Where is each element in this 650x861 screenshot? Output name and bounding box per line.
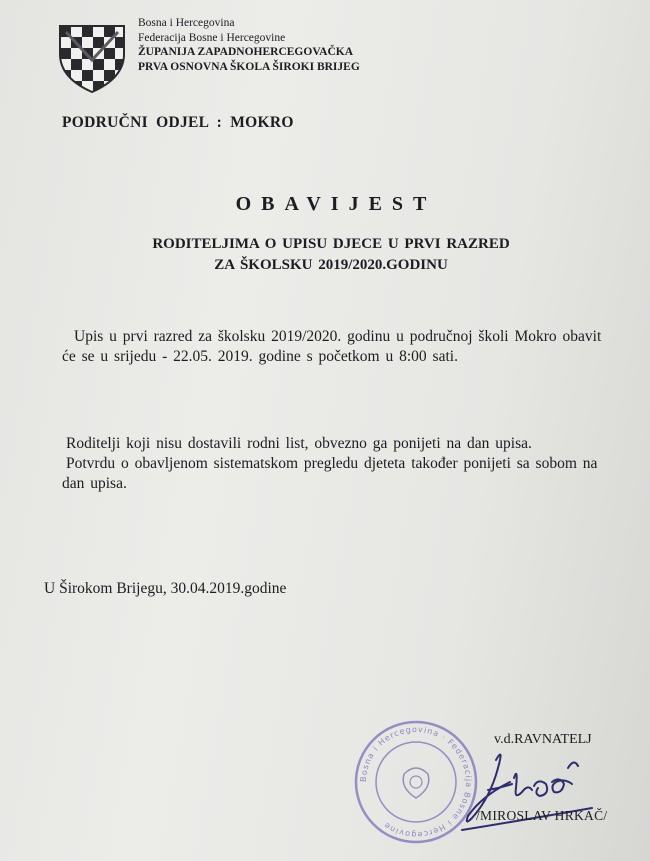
header-school: PRVA OSNOVNA ŠKOLA ŠIROKI BRIJEG xyxy=(138,60,360,73)
enrollment-paragraph: Upis u prvi razred za školsku 2019/2020. godinu u područnoj školi Mokro obavit će se u srijedu - 22.05. 2019. godine s početkom u 8:00 sati. xyxy=(62,328,602,365)
header-county: ŽUPANIJA ZAPADNOHERCEGOVAČKA xyxy=(138,46,354,58)
notice-subtitle-line2: ZA ŠKOLSKU 2019/2020.GODINU xyxy=(214,257,448,273)
requirements-line-birth-certificate: Roditelji koji nisu dostavili rodni list, obvezno ga ponijeti na dan upisa. xyxy=(66,435,532,452)
svg-text:Bosna i Hercegovina · Federaci: Bosna i Hercegovina · Federacija Bosne i Hercegovine xyxy=(358,724,474,840)
signatory-name: /MIROSLAV HRKAČ/ xyxy=(476,808,608,823)
header-country: Bosna i Hercegovina xyxy=(138,17,235,29)
department-line: PODRUČNI ODJEL : MOKRO xyxy=(62,114,294,131)
institution-header xyxy=(138,16,360,74)
coat-of-arms-logo xyxy=(52,20,132,95)
header-federation: Federacija Bosne i Hercegovine xyxy=(138,31,286,44)
signatory-role: v.d.RAVNATELJ xyxy=(494,732,592,747)
requirements-line-medical-check: Potvrdu o obavljenom sistematskom pregledu djeteta također ponijeti sa sobom na dan upisa. xyxy=(62,455,598,492)
notice-title: OBAVIJEST xyxy=(235,193,437,215)
requirements-paragraph xyxy=(62,434,617,494)
notice-subtitle-line1: RODITELJIMA O UPISU DJECE U PRVI RAZRED xyxy=(152,236,510,252)
place-and-date: U Širokom Brijegu, 30.04.2019.godine xyxy=(44,580,287,597)
